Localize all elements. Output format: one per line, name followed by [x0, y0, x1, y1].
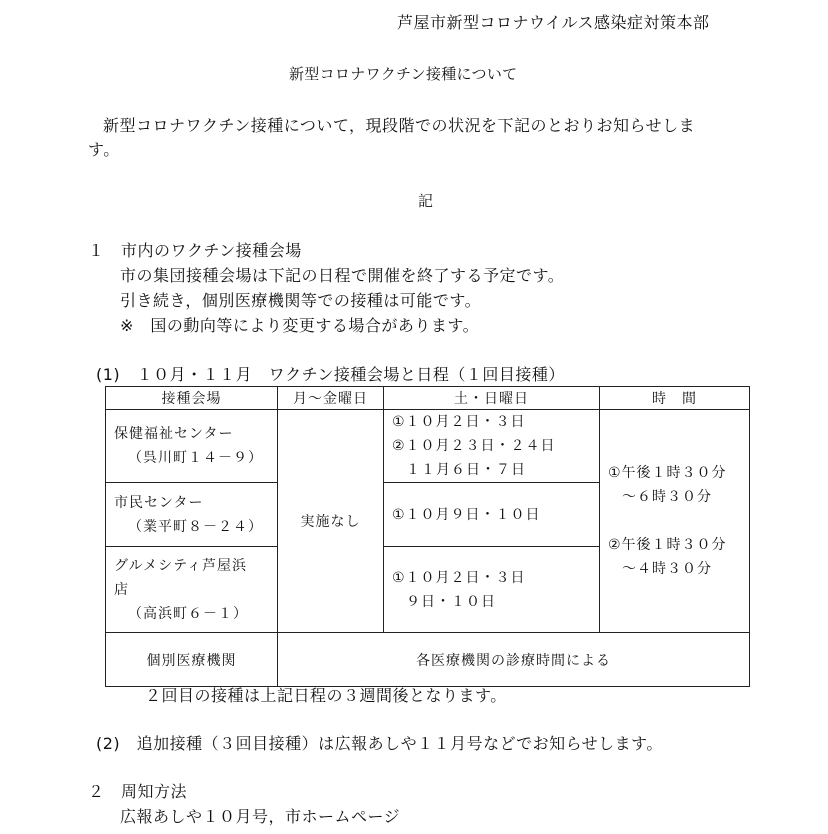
table-row [106, 410, 750, 483]
time-slot-1: ①午後１時３０分 [608, 465, 727, 481]
booster-notice: (2) 追加接種（３回目接種）は広報あしや１１月号などでお知らせします。 [96, 734, 663, 753]
weekend-date: １１月６日・７日 [406, 462, 526, 478]
header-venue: 接種会場 [106, 387, 278, 410]
weekend-date: ①１０月２日・３日 [392, 569, 526, 586]
venue-address: （呉川町１４－９） [128, 450, 263, 466]
clinic-note: 各医療機関の診療時間による [416, 652, 611, 669]
second-dose-note: ２回目の接種は上記日程の３週間後となります。 [145, 686, 507, 705]
weekday-cell [278, 410, 384, 633]
weekday-value: 実施なし [300, 514, 361, 530]
venue-address: （業平町８－２４） [128, 518, 263, 535]
venue-cell [106, 483, 278, 547]
weekend-date: ①１０月９日・１０日 [392, 506, 541, 523]
header-weekday: 月～金曜日 [278, 387, 384, 410]
venue-cell [106, 547, 278, 633]
intro-line-1: 新型コロナワクチン接種について，現段階での状況を下記のとおりお知らせしま [103, 116, 696, 135]
section-1-line-2: 引き続き，個別医療機関等での接種は可能です。 [120, 291, 482, 310]
section-2-heading: ２ 周知方法 [88, 782, 188, 801]
section-1-heading: １ 市内のワクチン接種会場 [88, 241, 302, 260]
venue-name-cont: 店 [114, 581, 129, 598]
section-1-note: ※ 国の動向等により変更する場合があります。 [120, 316, 480, 335]
clinic-note-cell [278, 633, 750, 687]
venue-name: 保健福祉センター [114, 426, 234, 442]
weekend-date: ９日・１０日 [406, 593, 496, 610]
section-2-line: 広報あしや１０月号，市ホームページ [120, 807, 401, 826]
venue-cell [106, 410, 278, 483]
weekend-cell [384, 483, 600, 547]
vaccination-schedule-table [105, 386, 750, 687]
clinic-label: 個別医療機関 [146, 652, 237, 669]
weekend-cell [384, 410, 600, 483]
time-slot-1-end: ～６時３０分 [622, 489, 712, 505]
time-slot-2-end: ～４時３０分 [622, 561, 712, 577]
clinic-label-cell [106, 633, 278, 687]
table-row [106, 633, 750, 687]
table-header-row [106, 387, 750, 410]
venue-address: （高浜町６－１） [128, 605, 248, 622]
issuing-organization: 芦屋市新型コロナウイルス感染症対策本部 [397, 13, 710, 32]
table-caption: (1) １０月・１１月 ワクチン接種会場と日程（１回目接種） [96, 365, 565, 384]
time-slot-2: ②午後１時３０分 [608, 537, 727, 553]
weekend-cell [384, 547, 600, 633]
ki-marker: 記 [418, 192, 434, 210]
venue-name: グルメシティ芦屋浜 [114, 557, 248, 574]
intro-line-2: す。 [88, 140, 120, 159]
venue-name: 市民センター [114, 494, 204, 511]
header-time: 時 間 [600, 387, 750, 410]
weekend-date: ②１０月２３日・２４日 [392, 438, 556, 454]
header-weekend: 土・日曜日 [384, 387, 600, 410]
section-1-line-1: 市の集団接種会場は下記の日程で開催を終了する予定です。 [120, 266, 565, 285]
weekend-date: ①１０月２日・３日 [392, 414, 526, 430]
document-title: 新型コロナワクチン接種について [289, 65, 518, 83]
time-cell [600, 410, 750, 633]
